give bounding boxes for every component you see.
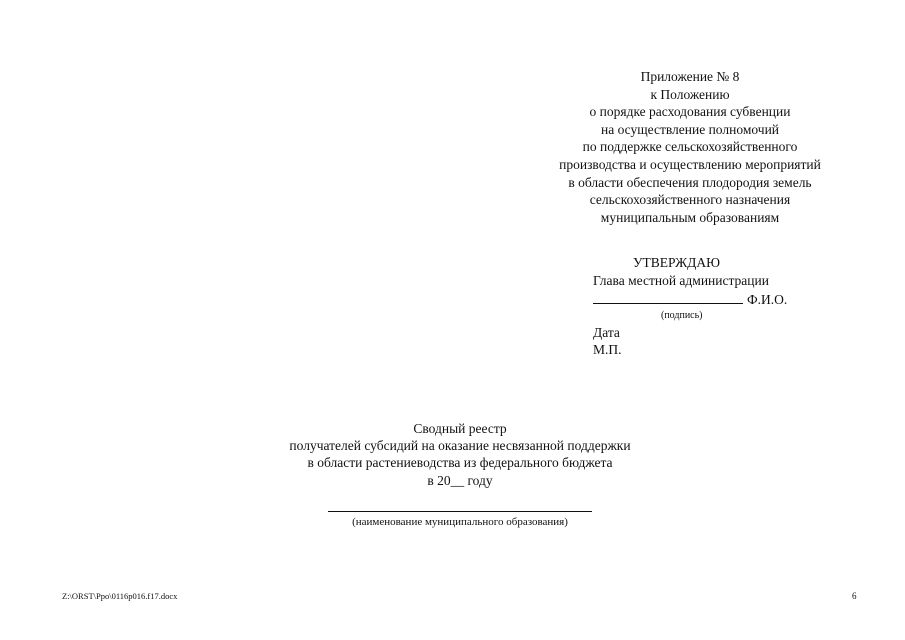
registry-line: в области растениеводства из федерального бюджета bbox=[307, 455, 613, 471]
appendix-line: о порядке расходования субвенции bbox=[589, 104, 791, 120]
footer-file-path: Z:\ORST\Ppo\0116p016.f17.docx bbox=[62, 591, 178, 601]
appendix-line: в области обеспечения плодородия земель bbox=[568, 174, 812, 190]
signature-blank bbox=[593, 291, 743, 304]
appendix-line: на осуществление полномочий bbox=[600, 121, 780, 137]
footer-page-number: 6 bbox=[852, 591, 857, 601]
appendix-line: муниципальным образованиям bbox=[600, 209, 780, 225]
signature-line bbox=[593, 291, 787, 308]
municipality-caption: (наименование муниципального образования) bbox=[352, 516, 568, 528]
appendix-line: к Положению bbox=[650, 86, 730, 102]
appendix-line: Приложение № 8 bbox=[640, 69, 740, 84]
appendix-header bbox=[520, 68, 860, 226]
registry-title: Сводный реестр bbox=[413, 421, 507, 436]
signature-caption: (подпись) bbox=[661, 310, 703, 321]
stamp-label: М.П. bbox=[593, 342, 622, 357]
appendix-line: производства и осуществлению мероприятий bbox=[559, 156, 821, 172]
appendix-line: по поддержке сельскохозяйственного bbox=[582, 139, 798, 155]
registry-line: получателей субсидий на оказание несвязанной поддержки bbox=[289, 438, 631, 454]
name-placeholder: Ф.И.О. bbox=[747, 292, 788, 307]
date-label: Дата bbox=[593, 325, 620, 340]
registry-title-block bbox=[220, 420, 700, 489]
appendix-line: сельскохозяйственного назначения bbox=[589, 192, 791, 208]
approval-title: УТВЕРЖДАЮ bbox=[633, 255, 721, 270]
municipality-field bbox=[300, 505, 620, 528]
registry-year-line: в 20__ году bbox=[427, 472, 493, 488]
municipality-blank-line bbox=[328, 505, 592, 512]
approval-role: Глава местной администрации bbox=[593, 273, 769, 288]
